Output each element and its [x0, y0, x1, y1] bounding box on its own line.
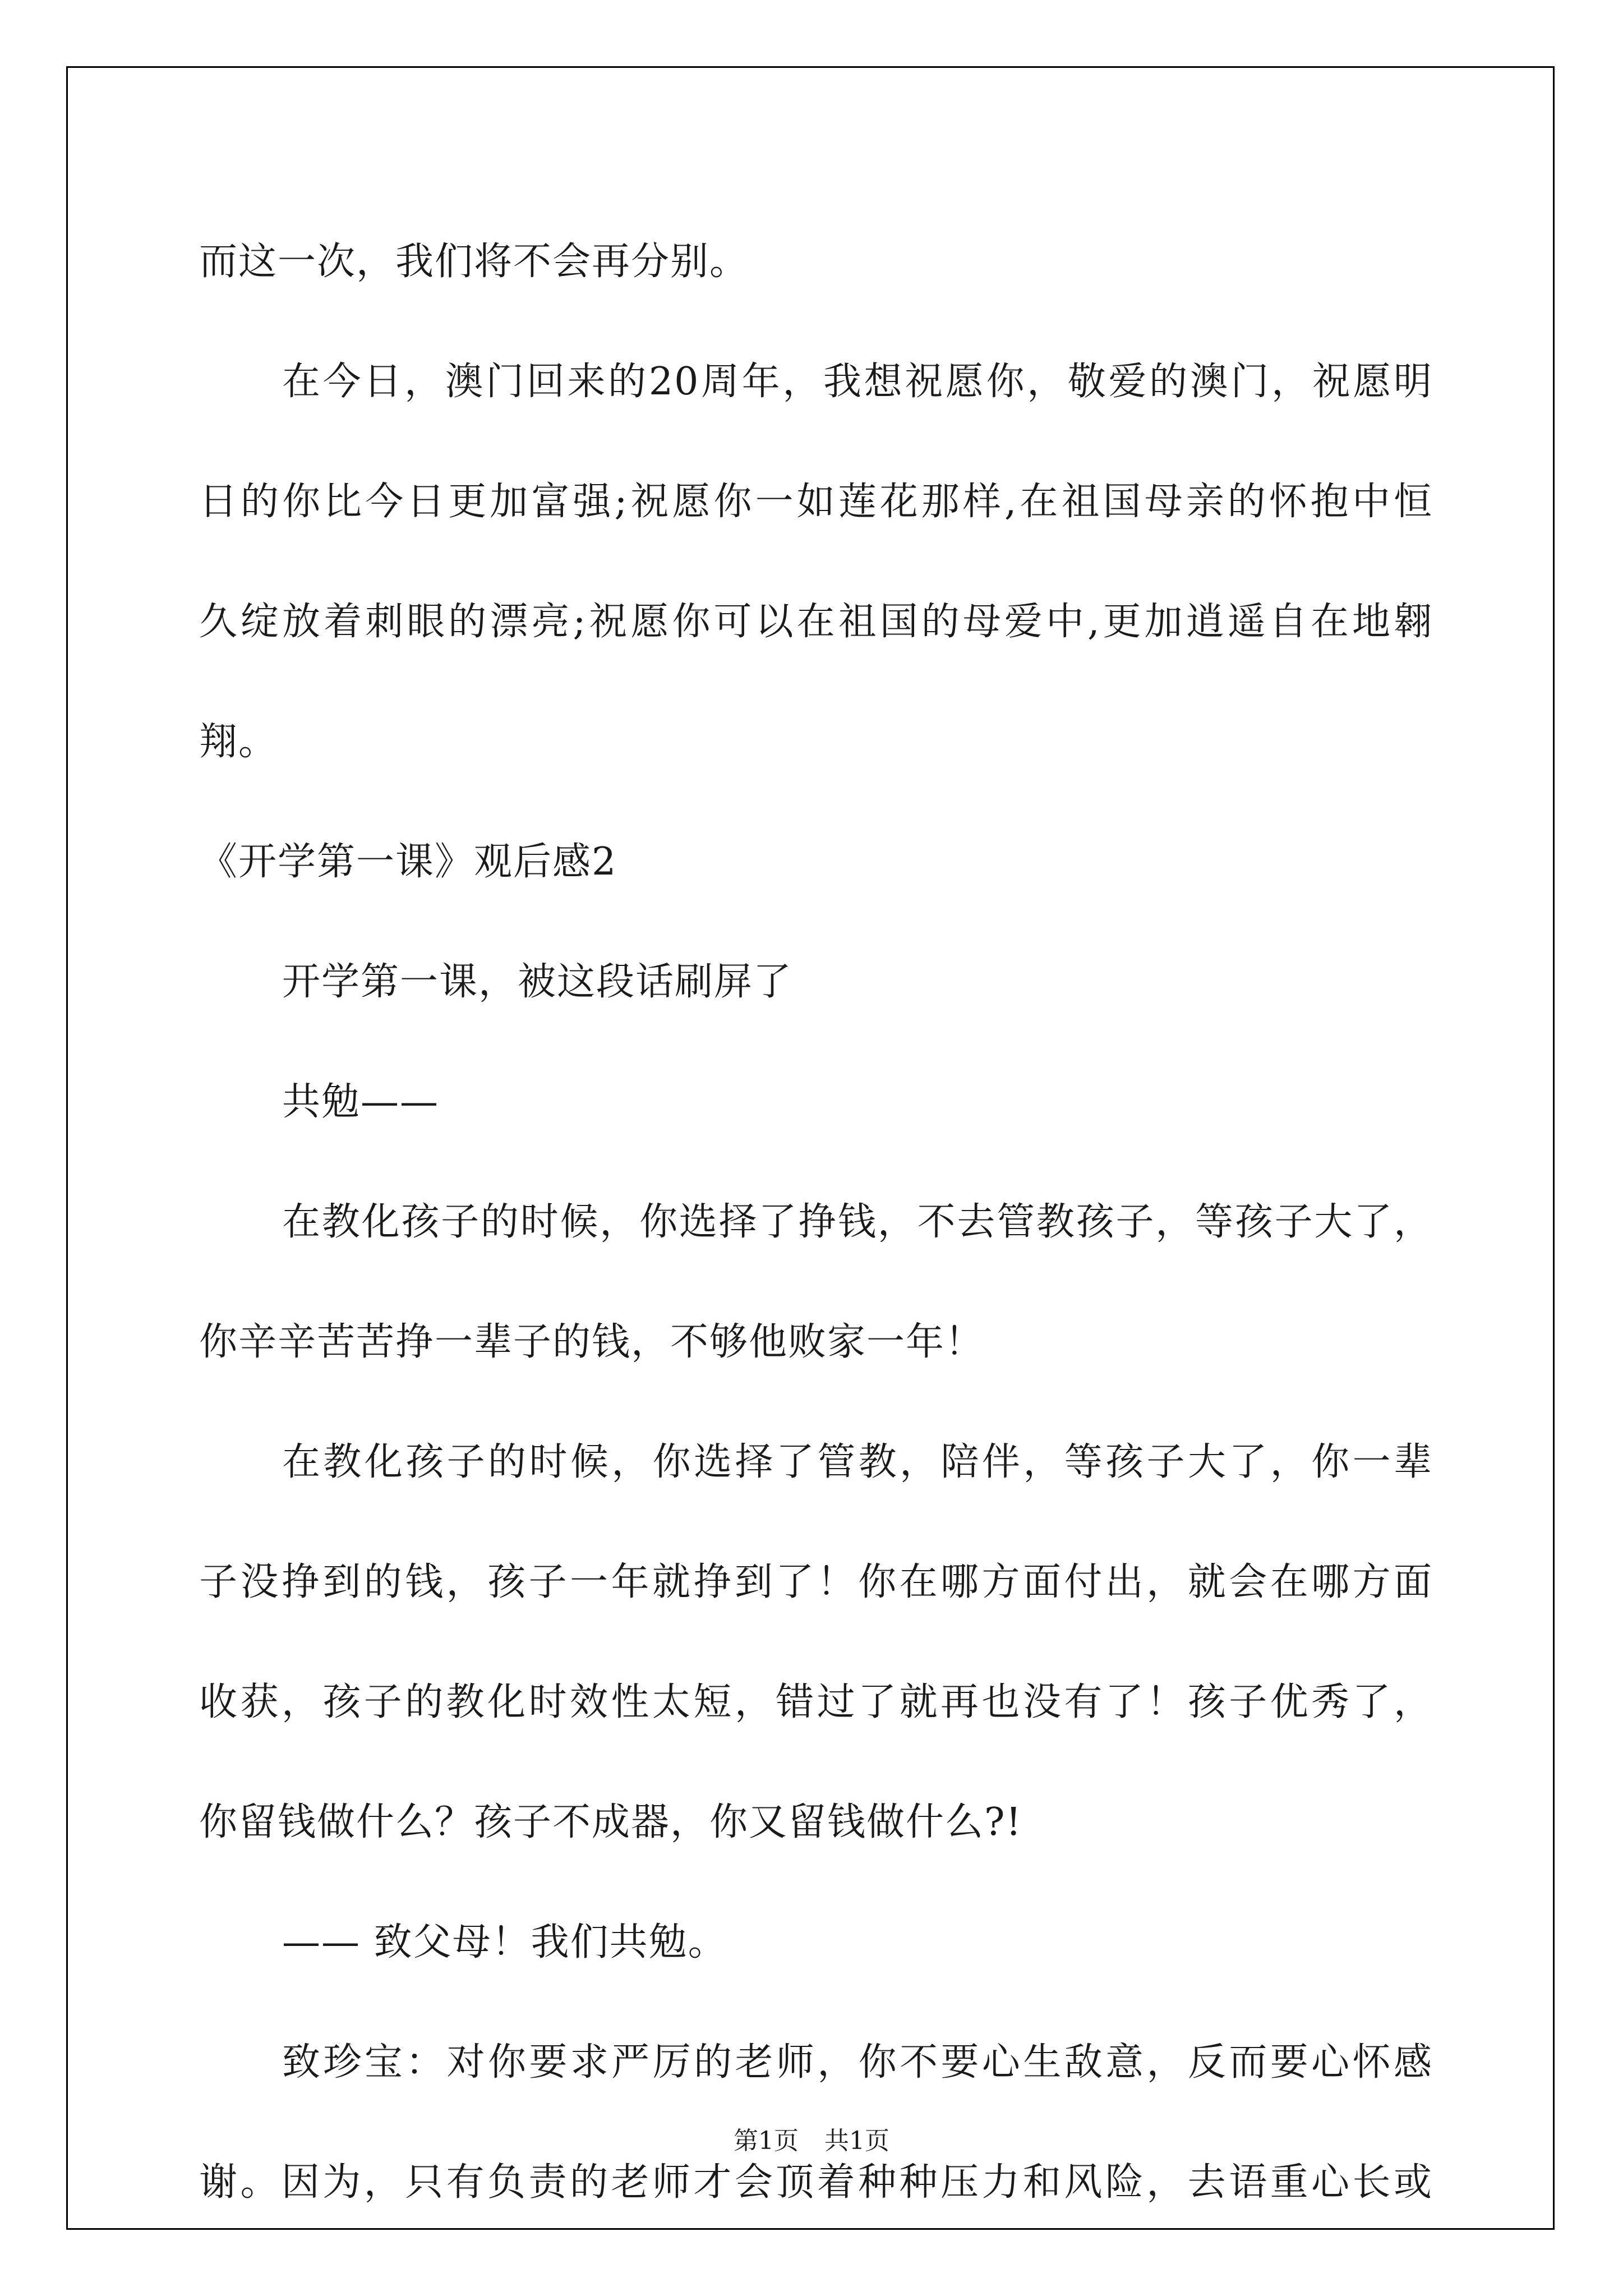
- text-line: —— 致父母！我们共勉。: [282, 1920, 727, 1964]
- text-line: 而这一次，我们将不会再分别。: [199, 240, 749, 284]
- text-line: 收获，孩子的教化时效性太短，错过了就再也没有了！孩子优秀了，: [199, 1680, 1433, 1724]
- page-number: 第1页: [734, 2127, 799, 2155]
- section-heading: 《开学第一课》观后感2: [199, 840, 617, 884]
- text-line: 致珍宝：对你要求严厉的老师，你不要心生敌意，反而要心怀感: [282, 2040, 1433, 2085]
- text-line: 久绽放着刺眼的漂亮;祝愿你可以在祖国的母爱中,更加逍遥自在地翱: [199, 600, 1433, 644]
- text-line: 在教化孩子的时候，你选择了管教，陪伴，等孩子大了，你一辈: [282, 1440, 1433, 1484]
- document-body: [199, 202, 1433, 2243]
- text-line: 你留钱做什么？孩子不成器，你又留钱做什么?!: [199, 1800, 1022, 1844]
- text-line: 子没挣到的钱，孩子一年就挣到了！你在哪方面付出，就会在哪方面: [199, 1560, 1433, 1604]
- text-line: 开学第一课，被这段话刷屏了: [282, 960, 793, 1004]
- text-line: 日的你比今日更加富强;祝愿你一如莲花那样,在祖国母亲的怀抱中恒: [199, 480, 1433, 524]
- text-line: 你辛辛苦苦挣一辈子的钱，不够他败家一年！: [199, 1320, 985, 1364]
- text-line: 谢。因为，只有负责的老师才会顶着种种压力和风险，去语重心长或: [199, 2160, 1433, 2205]
- text-line: 翔。: [199, 720, 278, 764]
- text-line: 共勉——: [282, 1080, 440, 1124]
- page-total: 共1页: [824, 2127, 889, 2155]
- page-footer: [0, 2120, 1623, 2156]
- text-line: 在教化孩子的时候，你选择了挣钱，不去管教孩子，等孩子大了，: [282, 1200, 1433, 1244]
- text-line: 在今日，澳门回来的20周年，我想祝愿你，敬爱的澳门，祝愿明: [282, 360, 1433, 404]
